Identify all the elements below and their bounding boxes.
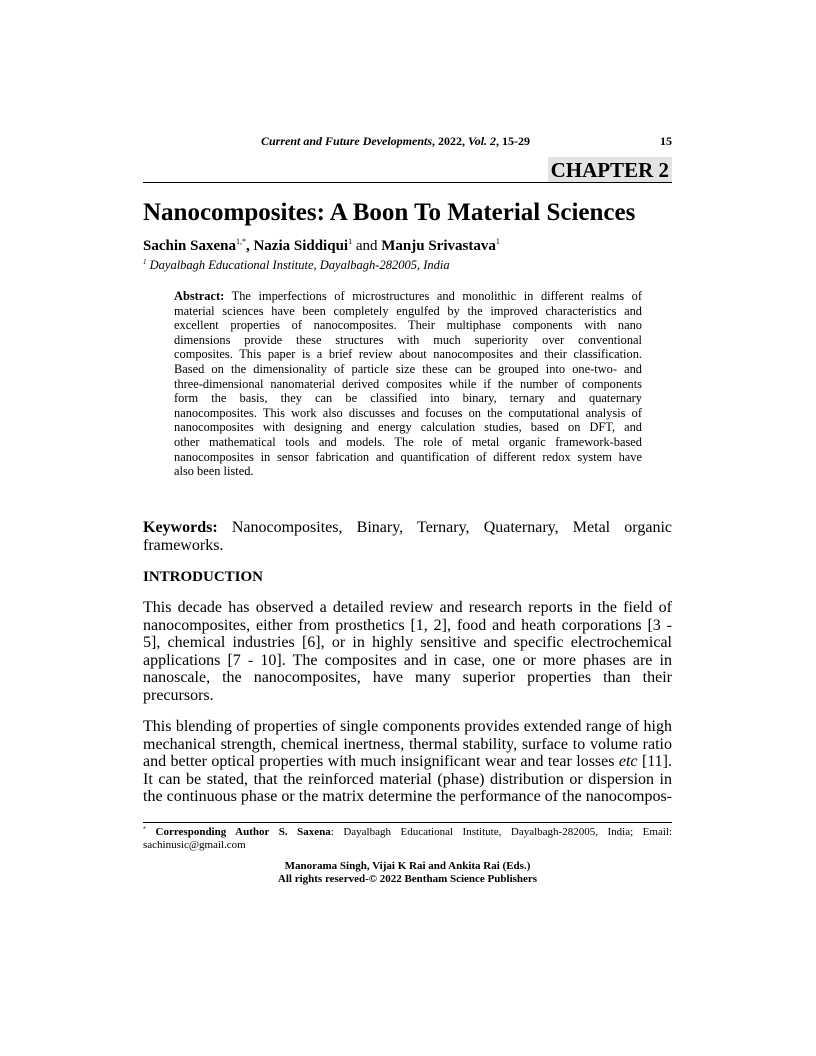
- author-name: Nazia Siddiqui: [253, 238, 349, 254]
- author-name: Sachin Saxena: [143, 238, 236, 254]
- citation: [11].: [637, 753, 672, 771]
- text-line: 5], chemical industries [6], or in highly sensitive and specific electrochemical: [143, 634, 672, 652]
- footnote-divider: [143, 822, 672, 823]
- paragraph: [143, 718, 672, 806]
- text-line: precursors.: [143, 686, 214, 704]
- abstract-line: nanocomposites in sensor fabrication and quantification of different redox system have: [174, 449, 642, 464]
- text-line: This decade has observed a detailed review and research reports in the field of: [143, 599, 672, 616]
- affiliation-text: Dayalbagh Educational Institute, Dayalbagh-282005, India: [146, 258, 450, 272]
- paragraph: [143, 599, 672, 705]
- header-divider: [143, 182, 672, 183]
- author-sup: 1: [348, 237, 353, 246]
- keywords-line: [143, 519, 672, 537]
- abstract: [174, 289, 642, 479]
- publisher-info: [143, 860, 672, 886]
- author-sup: 1: [495, 237, 500, 246]
- editors: Manorama Singh, Vijai K Rai and Ankita Rai (Eds.): [284, 860, 531, 872]
- footnote-line: [143, 826, 672, 839]
- running-head: [143, 134, 672, 148]
- year: , 2022,: [432, 134, 469, 148]
- text-line: This blending of properties of single components provides extended range of high: [143, 718, 672, 735]
- abstract-line: also been listed.: [174, 464, 254, 479]
- footnote-email: sachinusic@gmail.com: [143, 839, 246, 851]
- abstract-line: [174, 289, 642, 304]
- text: and better optical properties with much insignificant wear and tear losses: [143, 753, 619, 771]
- abstract-line: nanocomposites with designing and energy calculation studies, based on DFT, and: [174, 420, 642, 435]
- affiliation-sup: 1: [143, 257, 147, 266]
- affiliation: [143, 258, 450, 273]
- chapter-label: CHAPTER 2: [548, 157, 672, 182]
- author-sep: and: [352, 238, 382, 254]
- authors: [143, 237, 500, 255]
- abstract-line: nanocomposites. This work also discusses and focuses on the computational analysis of: [174, 405, 642, 420]
- text-line: nanoscale, the nanocomposites, have many superior properties than their: [143, 669, 672, 687]
- text-line: nanocomposites, either from prosthetics [1, 2], food and heath corporations [3 -: [143, 616, 672, 634]
- abstract-label: Abstract:: [174, 289, 225, 303]
- footnote-label: Corresponding Author S. Saxena: [146, 826, 331, 838]
- text-line: It can be stated, that the reinforced material (phase) distribution or dispersion in: [143, 770, 672, 788]
- author-sup: 1,*: [235, 237, 246, 246]
- text-line: mechanical strength, chemical inertness, thermal stability, surface to volume ratio: [143, 735, 672, 753]
- abstract-line: form the basis, they can be classified into binary, ternary and quaternary: [174, 391, 642, 406]
- page-number: 15: [660, 134, 672, 148]
- journal-name: Current and Future Developments: [261, 134, 433, 148]
- abstract-line: other mathematical tools and models. The role of metal organic framework-based: [174, 434, 642, 449]
- author-name: Manju Srivastava: [381, 238, 496, 254]
- journal-citation: [261, 134, 530, 149]
- abstract-line: dimensions provide these structures with much superiority over conventional: [174, 332, 642, 347]
- page-range: , 15-29: [496, 134, 531, 148]
- author-sep: ,: [245, 238, 254, 254]
- text-line: the continuous phase or the matrix determine the performance of the nanocompos-: [143, 788, 672, 806]
- footnote-mark: *: [143, 826, 146, 833]
- keywords-text: Nanocomposites, Binary, Ternary, Quaternary, Metal organic: [217, 519, 672, 536]
- text-line: applications [7 - 10]. The composites and in case, one or more phases are in: [143, 651, 672, 669]
- footnote-text: : Dayalbagh Educational Institute, Dayalbagh-282005, India; Email:: [330, 826, 672, 838]
- section-heading: INTRODUCTION: [143, 569, 264, 585]
- text-italic: etc: [618, 753, 638, 771]
- text-line: [143, 753, 672, 771]
- abstract-text: The imperfections of microstructures and monolithic in different realms of: [224, 289, 642, 303]
- keywords-line: frameworks.: [143, 537, 224, 554]
- chapter-title: Nanocomposites: A Boon To Material Sciences: [143, 199, 636, 226]
- abstract-line: Based on the dimensionality of particle size these can be grouped into one-two- and: [174, 361, 642, 376]
- copyright: All rights reserved-© 2022 Bentham Science Publishers: [277, 873, 538, 885]
- abstract-line: composites. This paper is a brief review about nanocomposites and their classification.: [174, 347, 642, 362]
- keywords: [143, 519, 672, 555]
- volume: Vol. 2: [468, 134, 497, 148]
- footnote: [143, 826, 672, 852]
- abstract-line: material sciences have been completely engulfed by the improved characteristics and: [174, 303, 642, 318]
- keywords-label: Keywords:: [143, 519, 218, 536]
- abstract-line: three-dimensional nanomaterial derived composites while if the number of components: [174, 376, 642, 391]
- abstract-line: excellent properties of nanocomposites. Their multiphase components with nano: [174, 318, 642, 333]
